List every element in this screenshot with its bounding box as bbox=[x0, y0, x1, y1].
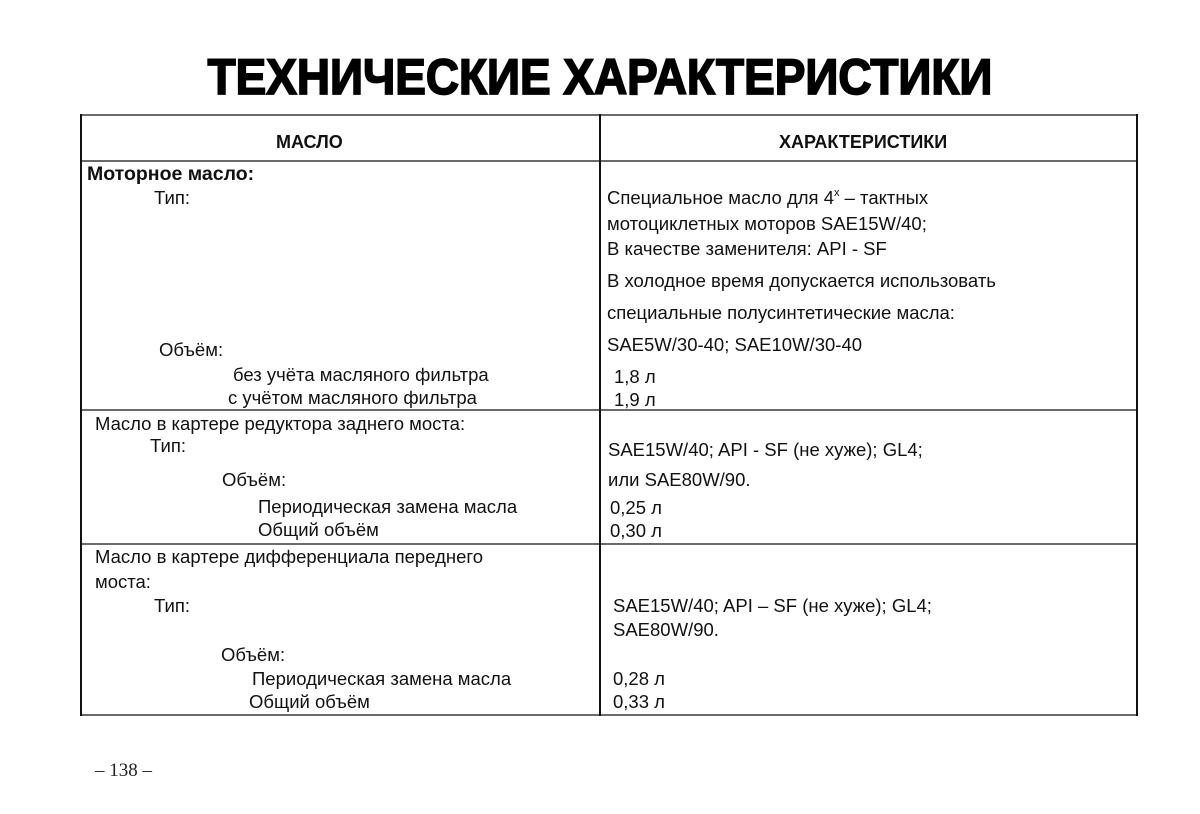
type-value-line: SAE5W/30-40; SAE10W/30-40 bbox=[607, 334, 863, 355]
volume-item-label: Общий объём bbox=[258, 519, 379, 540]
table-border-top bbox=[80, 114, 1138, 116]
table-border-bottom bbox=[80, 714, 1138, 716]
type-value-line: или SAE80W/90. bbox=[608, 469, 751, 490]
volume-item-label: Общий объём bbox=[249, 691, 370, 712]
volume-item-value: 0,28 л bbox=[613, 668, 665, 689]
volume-label: Объём: bbox=[221, 644, 286, 665]
type-value-line: специальные полусинтетические масла: bbox=[607, 302, 955, 323]
row-divider bbox=[80, 409, 1138, 411]
column-divider bbox=[599, 114, 601, 716]
table-border-left bbox=[80, 114, 82, 716]
volume-item-label: без учёта масляного фильтра bbox=[233, 364, 489, 385]
type-value-line: В качестве заменителя: API - SF bbox=[607, 238, 887, 259]
type-value-line: SAE15W/40; API - SF (не хуже); GL4; bbox=[608, 439, 923, 460]
volume-item-label: с учётом масляного фильтра bbox=[228, 387, 477, 408]
section-title: Моторное масло: bbox=[87, 163, 255, 185]
type-value-line: SAE15W/40; API – SF (не хуже); GL4; bbox=[613, 595, 932, 616]
volume-item-value: 0,25 л bbox=[610, 497, 662, 518]
section-title-line: Масло в картере дифференциала переднего bbox=[95, 546, 484, 567]
type-value-line: Специальное масло для $4^х$ – тактных bbox=[607, 187, 929, 208]
row-divider bbox=[80, 543, 1138, 545]
volume-item-label: Периодическая замена масла bbox=[258, 496, 518, 517]
type-value-line: мотоциклетных моторов SAE15W/40; bbox=[607, 213, 927, 234]
header-characteristics: ХАРАКТЕРИСТИКИ bbox=[779, 132, 948, 152]
type-value-line: SAE80W/90. bbox=[613, 619, 719, 640]
type-label: Тип: bbox=[154, 595, 190, 616]
page-number: – 138 – bbox=[95, 760, 152, 781]
volume-label: Объём: bbox=[159, 339, 224, 360]
header-divider bbox=[80, 160, 1138, 162]
volume-item-value: 0,33 л bbox=[613, 691, 665, 712]
page-title bbox=[0, 47, 1200, 105]
type-value-line: В холодное время допускается использовать bbox=[607, 270, 996, 291]
volume-label: Объём: bbox=[222, 469, 287, 490]
volume-item-value: 0,30 л bbox=[610, 520, 662, 541]
header-oil: МАСЛО bbox=[276, 132, 343, 152]
section-title: Масло в картере редуктора заднего моста: bbox=[95, 413, 466, 434]
volume-item-value: 1,9 л bbox=[614, 389, 656, 410]
section-title-line: моста: bbox=[95, 571, 151, 592]
volume-item-label: Периодическая замена масла bbox=[252, 668, 512, 689]
page-title-text: ТЕХНИЧЕСКИЕ ХАРАКТЕРИСТИКИ bbox=[207, 47, 993, 105]
table-border-right bbox=[1136, 114, 1138, 716]
type-label: Тип: bbox=[150, 435, 186, 456]
volume-item-value: 1,8 л bbox=[614, 366, 656, 387]
type-label: Тип: bbox=[154, 187, 190, 208]
